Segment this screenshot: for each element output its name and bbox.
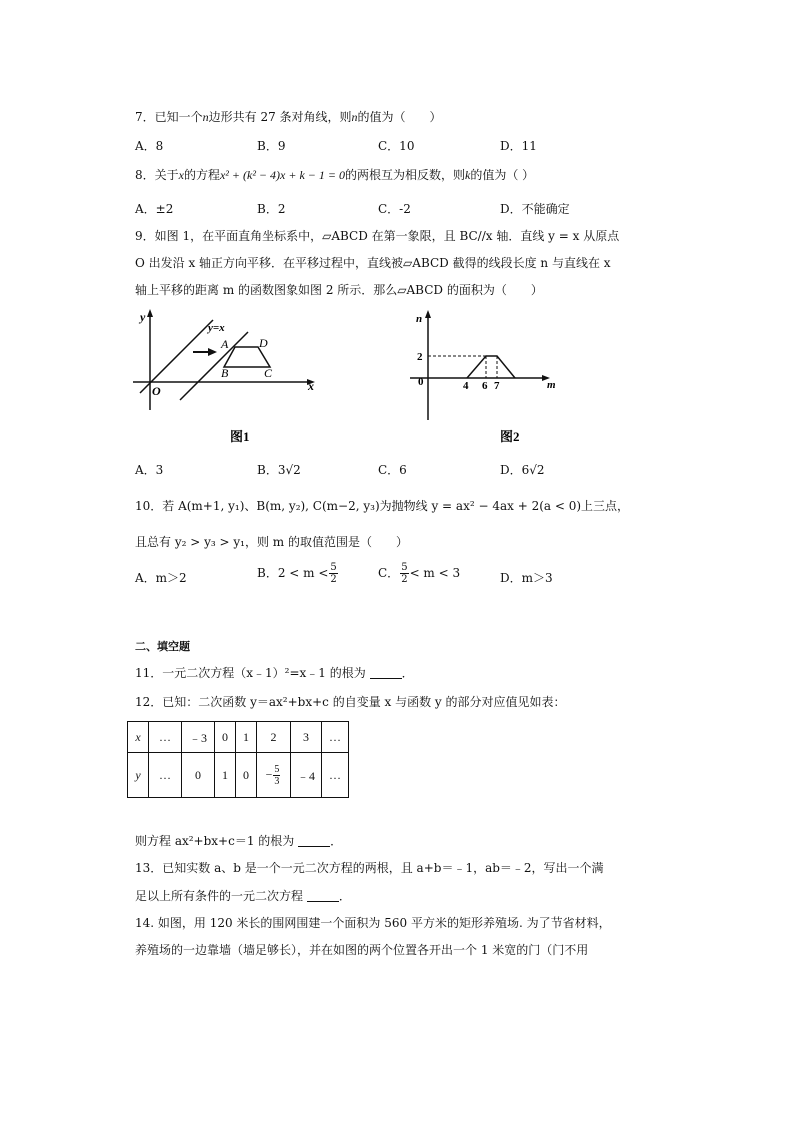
fig1-label-origin: O — [152, 384, 161, 398]
q11-answer-blank[interactable] — [370, 666, 402, 679]
table-cell: … — [322, 722, 349, 753]
fig2-tick-7: 7 — [494, 380, 500, 392]
fig2-y-arrow — [425, 310, 431, 318]
fig1-vertex-d: D — [259, 336, 268, 350]
fig2-label-origin: 0 — [418, 376, 424, 388]
q14-line-1: 14. 如图，用 120 米长的围网围建一个面积为 560 平方米的矩形养殖场. 为了节省材料， — [135, 916, 611, 930]
fig2-label-m: m — [547, 379, 556, 391]
q8-option-b: B．2 — [257, 202, 286, 216]
fig2-tick-6: 6 — [482, 380, 488, 392]
q10-option-c: C． $\frac{5}{2}$ < m < 3 — [378, 562, 461, 585]
fig2-caption: 图2 — [500, 429, 520, 444]
q13-answer-blank[interactable] — [307, 889, 339, 902]
fig2-label-n: n — [416, 313, 423, 325]
q12-answer-blank[interactable] — [298, 834, 330, 847]
q14-line-2: 养殖场的一边靠墙（墙足够长），并在如图的两个位置各开出一个 1 米宽的门（门不用 — [135, 943, 589, 957]
table-cell: 0 — [236, 753, 257, 798]
q10-line-1: 10．若 A(m+1, y₁)、B(m, y₂), C(m−2, y₃)为抛物线 y = ax² − 4ax + 2(a < 0)上三点， — [135, 499, 630, 513]
fig2-tick-2: 2 — [417, 351, 423, 363]
q12-after: 则方程 ax²+bx+c＝1 的根为 ． — [135, 834, 343, 848]
table-cell: y — [128, 753, 149, 798]
q8-option-c: C．-2 — [378, 202, 411, 216]
q9-option-b: B．3√2 — [257, 463, 301, 477]
q9-option-d: D．6√2 — [500, 463, 545, 477]
table-cell: ﹣4 — [291, 753, 322, 798]
table-cell: ﹣3 — [182, 722, 215, 753]
table-cell: 3 — [291, 722, 322, 753]
figure-2 — [405, 305, 565, 455]
q9-option-a: A．3 — [135, 463, 164, 477]
table-cell: … — [149, 722, 182, 753]
q9-line-2: O 出发沿 x 轴正方向平移．在平移过程中，直线被▱ABCD 截得的线段长度 n 与直线在 x — [135, 256, 611, 270]
q12-stem: 12．已知：二次函数 y＝ax²+bx+c 的自变量 x 与函数 y 的部分对应值见如表： — [135, 695, 566, 709]
q11-text: 11．一元二次方程（x﹣1）²=x﹣1 的根为 ． — [135, 666, 414, 680]
fig1-arrow-head — [208, 348, 217, 356]
table-cell: 1 — [215, 753, 236, 798]
table-cell: 0 — [182, 753, 215, 798]
q7-stem: 7．已知一个n边形共有 27 条对角线，则n的值为（ ） — [135, 110, 442, 124]
table-cell: … — [322, 753, 349, 798]
fig2-tick-4: 4 — [463, 380, 469, 392]
q13-line-2: 足以上所有条件的一元二次方程 ． — [135, 889, 351, 903]
fig1-y-arrow — [147, 309, 153, 317]
q10-line-2: 且总有 y₂ > y₃ > y₁，则 m 的取值范围是（ ） — [135, 535, 408, 549]
fig1-label-y: y — [140, 310, 146, 324]
fig1-label-line: y=x — [208, 322, 225, 334]
table-cell: 2 — [257, 722, 291, 753]
q9-line-1: 9．如图 1，在平面直角坐标系中，▱ABCD 在第一象限，且 BC//x 轴．直线 y = x 从原点 — [135, 229, 620, 243]
q9-line-3: 轴上平移的距离 m 的函数图象如图 2 所示．那么▱ABCD 的面积为（ ） — [135, 283, 543, 297]
q10-option-b: B．2 < m < $\frac{5}{2}$ — [257, 562, 337, 585]
table-cell: … — [149, 753, 182, 798]
q7-option-c: C．10 — [378, 139, 415, 153]
q12-value-table — [127, 721, 349, 798]
q8-option-d: D．不能确定 — [500, 202, 570, 216]
q9-option-c: C．6 — [378, 463, 407, 477]
section-fill-in-heading: 二、填空题 — [135, 640, 190, 653]
fig2-graph — [467, 356, 515, 378]
q13-line-1: 13．已知实数 a、b 是一个一元二次方程的两根，且 a+b＝﹣1，ab＝﹣2，写出一个满 — [135, 861, 604, 875]
q8-stem: 8．关于x的方程x² + (k² − 4)x + k − 1 = 0的两根互为相反数，则k的值为（ ） — [135, 168, 535, 182]
table-cell: 1 — [236, 722, 257, 753]
table-cell: x — [128, 722, 149, 753]
q10-option-d: D．m＞3 — [500, 571, 553, 585]
fig1-vertex-b: B — [221, 366, 229, 380]
q7-option-a: A．8 — [135, 139, 164, 153]
figure-1 — [125, 305, 325, 455]
fig1-label-x: x — [308, 379, 314, 393]
q7-option-d: D．11 — [500, 139, 537, 153]
table-cell: 0 — [215, 722, 236, 753]
fig1-vertex-a: A — [221, 337, 229, 351]
table-cell-fraction: − $\frac{5}{3}$ — [257, 753, 291, 798]
q7-option-b: B．9 — [257, 139, 286, 153]
q8-option-a: A．±2 — [135, 202, 174, 216]
fig1-caption: 图1 — [230, 429, 250, 444]
q10-option-a: A．m＞2 — [135, 571, 187, 585]
fig1-vertex-c: C — [264, 366, 273, 380]
